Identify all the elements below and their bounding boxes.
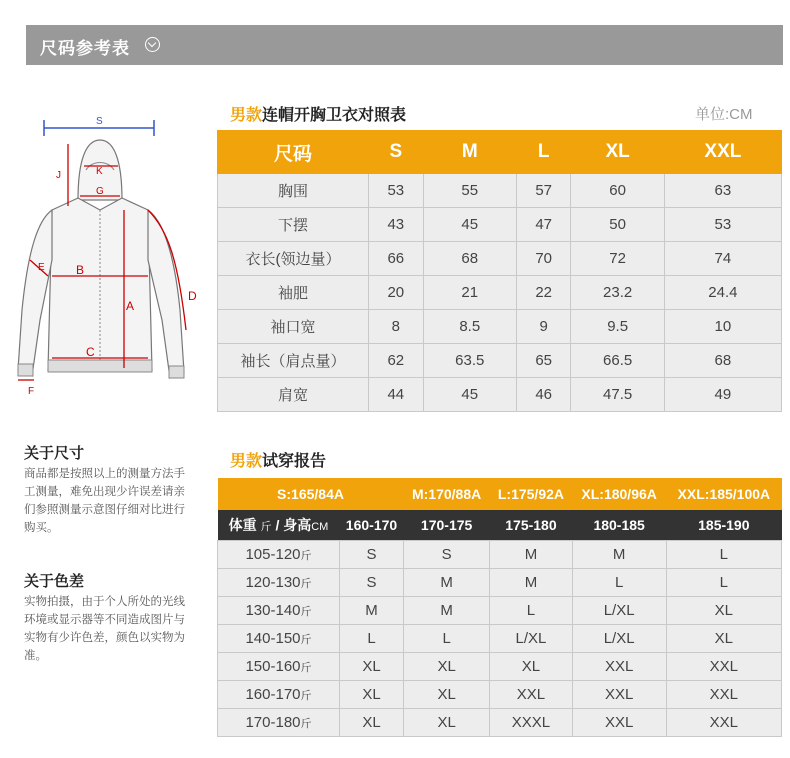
recommended-size-cell: M bbox=[572, 541, 666, 569]
measurement-name-cell: 肩宽 bbox=[218, 378, 369, 412]
weight-range-unit: 斤 bbox=[300, 718, 312, 730]
measurement-value-cell: 45 bbox=[423, 378, 516, 412]
measurement-value-cell: 68 bbox=[423, 242, 516, 276]
size-chart-row bbox=[218, 276, 782, 310]
measurement-name-cell: 下摆 bbox=[218, 208, 369, 242]
height-range-cell: 170-175 bbox=[404, 510, 490, 541]
fit-size-header-cell: XL:180/96A bbox=[572, 478, 666, 510]
note-text-size: 商品都是按照以上的测量方法手工测量，难免出现少许误差请亲们参照测量示意图仔细对比进行购买。 bbox=[24, 468, 185, 534]
measurement-value-cell: 66.5 bbox=[571, 344, 664, 378]
size-chart-title bbox=[230, 102, 406, 125]
weight-range-value: 105-120 bbox=[245, 546, 301, 563]
weight-unit: 斤 bbox=[260, 521, 272, 533]
size-chart-header-row bbox=[218, 131, 782, 174]
measurement-name-cell: 袖肥 bbox=[218, 276, 369, 310]
size-chart-title-highlight: 男款 bbox=[230, 107, 263, 124]
note-text-color: 实物拍摄，由于个人所处的光线环境或显示器等不同造成图片与实物有少许色差，颜色以实物为准。 bbox=[24, 596, 185, 662]
measurement-value-cell: 23.2 bbox=[571, 276, 664, 310]
weight-range-unit: 斤 bbox=[300, 690, 312, 702]
measurement-value-cell: 43 bbox=[369, 208, 424, 242]
measurement-value-cell: 10 bbox=[664, 310, 781, 344]
fit-report-title-rest: 试穿报告 bbox=[262, 453, 327, 470]
fit-report-table bbox=[217, 478, 782, 737]
diagram-label-c: C bbox=[86, 345, 95, 359]
weight-range-value: 130-140 bbox=[245, 602, 301, 619]
measurement-value-cell: 62 bbox=[369, 344, 424, 378]
weight-range-value: 120-130 bbox=[245, 574, 301, 591]
diagram-label-g: G bbox=[96, 186, 104, 197]
recommended-size-cell: XXL bbox=[666, 709, 781, 737]
measurement-value-cell: 45 bbox=[423, 208, 516, 242]
recommended-size-cell: XL bbox=[404, 709, 490, 737]
recommended-size-cell: XXL bbox=[572, 709, 666, 737]
recommended-size-cell: M bbox=[404, 569, 490, 597]
size-chart-title-rest: 连帽开胸卫衣对照表 bbox=[262, 107, 407, 124]
measurement-value-cell: 55 bbox=[423, 174, 516, 208]
weight-range-value: 150-160 bbox=[245, 658, 301, 675]
recommended-size-cell: L bbox=[666, 569, 781, 597]
size-header-cell: XXL bbox=[664, 131, 781, 174]
recommended-size-cell: S bbox=[340, 569, 404, 597]
measurement-value-cell: 24.4 bbox=[664, 276, 781, 310]
height-label: / 身高 bbox=[275, 517, 312, 533]
measurement-value-cell: 47 bbox=[516, 208, 571, 242]
recommended-size-cell: L/XL bbox=[490, 625, 572, 653]
recommended-size-cell: L/XL bbox=[572, 625, 666, 653]
fit-height-header-row bbox=[218, 510, 782, 541]
weight-range-unit: 斤 bbox=[300, 634, 312, 646]
weight-range-value: 170-180 bbox=[245, 714, 301, 731]
weight-label: 体重 bbox=[228, 517, 257, 533]
measurement-value-cell: 53 bbox=[664, 208, 781, 242]
diagram-label-j: J bbox=[56, 170, 61, 181]
measurement-value-cell: 8 bbox=[369, 310, 424, 344]
measurement-value-cell: 72 bbox=[571, 242, 664, 276]
measurement-value-cell: 49 bbox=[664, 378, 781, 412]
diagram-label-e: E bbox=[38, 262, 45, 273]
banner-title: 尺码参考表 bbox=[40, 39, 130, 58]
size-header-cell: S bbox=[369, 131, 424, 174]
weight-range-unit: 斤 bbox=[300, 662, 312, 674]
recommended-size-cell: L bbox=[666, 541, 781, 569]
recommended-size-cell: XXL bbox=[572, 681, 666, 709]
diagram-label-d: D bbox=[188, 289, 197, 303]
measurement-value-cell: 9 bbox=[516, 310, 571, 344]
measurement-value-cell: 46 bbox=[516, 378, 571, 412]
fit-report-title-highlight: 男款 bbox=[230, 453, 263, 470]
jacket-measurement-diagram bbox=[8, 110, 208, 400]
height-range-cell: 180-185 bbox=[572, 510, 666, 541]
measurement-value-cell: 68 bbox=[664, 344, 781, 378]
measurement-value-cell: 21 bbox=[423, 276, 516, 310]
measurement-value-cell: 63.5 bbox=[423, 344, 516, 378]
recommended-size-cell: XL bbox=[490, 653, 572, 681]
diagram-label-k: K bbox=[96, 166, 103, 177]
measurement-name-cell: 衣长(领边量） bbox=[218, 242, 369, 276]
fit-report-row bbox=[218, 569, 782, 597]
recommended-size-cell: XXL bbox=[666, 681, 781, 709]
height-range-cell: 160-170 bbox=[340, 510, 404, 541]
recommended-size-cell: XXL bbox=[490, 681, 572, 709]
weight-range-unit: 斤 bbox=[300, 550, 312, 562]
recommended-size-cell: M bbox=[340, 597, 404, 625]
recommended-size-cell: XL bbox=[666, 625, 781, 653]
size-chart-row bbox=[218, 242, 782, 276]
fit-size-header-cell: XXL:185/100A bbox=[666, 478, 781, 510]
recommended-size-cell: XXL bbox=[666, 653, 781, 681]
measurement-value-cell: 60 bbox=[571, 174, 664, 208]
recommended-size-cell: XL bbox=[340, 709, 404, 737]
weight-range-value: 160-170 bbox=[245, 686, 301, 703]
recommended-size-cell: L/XL bbox=[572, 597, 666, 625]
measurement-value-cell: 47.5 bbox=[571, 378, 664, 412]
weight-range-cell bbox=[218, 569, 340, 597]
weight-range-unit: 斤 bbox=[300, 606, 312, 618]
weight-range-cell bbox=[218, 597, 340, 625]
recommended-size-cell: M bbox=[490, 569, 572, 597]
recommended-size-cell: S bbox=[340, 541, 404, 569]
weight-range-value: 140-150 bbox=[245, 630, 301, 647]
height-range-cell: 185-190 bbox=[666, 510, 781, 541]
fit-report-row bbox=[218, 653, 782, 681]
fit-report-row bbox=[218, 541, 782, 569]
height-range-cell: 175-180 bbox=[490, 510, 572, 541]
measurement-value-cell: 53 bbox=[369, 174, 424, 208]
measurement-value-cell: 63 bbox=[664, 174, 781, 208]
fit-report-row bbox=[218, 625, 782, 653]
recommended-size-cell: XXXL bbox=[490, 709, 572, 737]
recommended-size-cell: S bbox=[404, 541, 490, 569]
fit-size-header-row bbox=[218, 478, 782, 510]
recommended-size-cell: L bbox=[572, 569, 666, 597]
weight-range-cell bbox=[218, 541, 340, 569]
fit-report-title bbox=[230, 448, 326, 471]
measurement-value-cell: 8.5 bbox=[423, 310, 516, 344]
measurement-value-cell: 44 bbox=[369, 378, 424, 412]
measurement-value-cell: 57 bbox=[516, 174, 571, 208]
size-chart-row bbox=[218, 310, 782, 344]
recommended-size-cell: XL bbox=[340, 681, 404, 709]
fit-report-row bbox=[218, 681, 782, 709]
measurement-value-cell: 65 bbox=[516, 344, 571, 378]
fit-report-row bbox=[218, 709, 782, 737]
fit-size-header-cell: S:165/84A bbox=[218, 478, 404, 510]
size-chart-row bbox=[218, 378, 782, 412]
size-header-cell: M bbox=[423, 131, 516, 174]
recommended-size-cell: XXL bbox=[572, 653, 666, 681]
recommended-size-cell: M bbox=[490, 541, 572, 569]
size-chart-row bbox=[218, 344, 782, 378]
recommended-size-cell: XL bbox=[666, 597, 781, 625]
recommended-size-cell: XL bbox=[404, 681, 490, 709]
measurement-value-cell: 66 bbox=[369, 242, 424, 276]
diagram-label-f: F bbox=[28, 386, 35, 397]
size-chart-table bbox=[217, 130, 782, 412]
measurement-value-cell: 70 bbox=[516, 242, 571, 276]
note-title-color: 关于色差 bbox=[24, 573, 85, 590]
measurement-name-cell: 袖长（肩点量） bbox=[218, 344, 369, 378]
measurement-value-cell: 74 bbox=[664, 242, 781, 276]
recommended-size-cell: L bbox=[490, 597, 572, 625]
chevron-down-circle-icon[interactable] bbox=[145, 37, 160, 52]
size-header-cell: L bbox=[516, 131, 571, 174]
recommended-size-cell: M bbox=[404, 597, 490, 625]
fit-report-row bbox=[218, 597, 782, 625]
measurement-name-cell: 胸围 bbox=[218, 174, 369, 208]
measurement-value-cell: 20 bbox=[369, 276, 424, 310]
measurement-value-cell: 9.5 bbox=[571, 310, 664, 344]
size-header-cell: 尺码 bbox=[218, 131, 369, 174]
note-title-size: 关于尺寸 bbox=[24, 445, 85, 462]
weight-range-cell bbox=[218, 709, 340, 737]
weight-range-cell bbox=[218, 653, 340, 681]
measurement-name-cell: 袖口宽 bbox=[218, 310, 369, 344]
recommended-size-cell: L bbox=[340, 625, 404, 653]
size-header-cell: XL bbox=[571, 131, 664, 174]
fit-size-header-cell: L:175/92A bbox=[490, 478, 572, 510]
height-unit: CM bbox=[311, 521, 329, 533]
recommended-size-cell: XL bbox=[340, 653, 404, 681]
page-banner bbox=[26, 25, 783, 65]
weight-range-cell bbox=[218, 681, 340, 709]
recommended-size-cell: L bbox=[404, 625, 490, 653]
measurement-value-cell: 22 bbox=[516, 276, 571, 310]
weight-range-cell bbox=[218, 625, 340, 653]
diagram-label-b: B bbox=[76, 263, 85, 277]
size-chart-row bbox=[218, 174, 782, 208]
fit-size-header-cell: M:170/88A bbox=[404, 478, 490, 510]
weight-height-header bbox=[218, 510, 340, 541]
diagram-label-a: A bbox=[126, 299, 135, 313]
diagram-label-s: S bbox=[96, 116, 103, 127]
size-chart-row bbox=[218, 208, 782, 242]
unit-label: 单位:CM bbox=[695, 106, 753, 123]
recommended-size-cell: XL bbox=[404, 653, 490, 681]
weight-range-unit: 斤 bbox=[300, 578, 312, 590]
measurement-value-cell: 50 bbox=[571, 208, 664, 242]
